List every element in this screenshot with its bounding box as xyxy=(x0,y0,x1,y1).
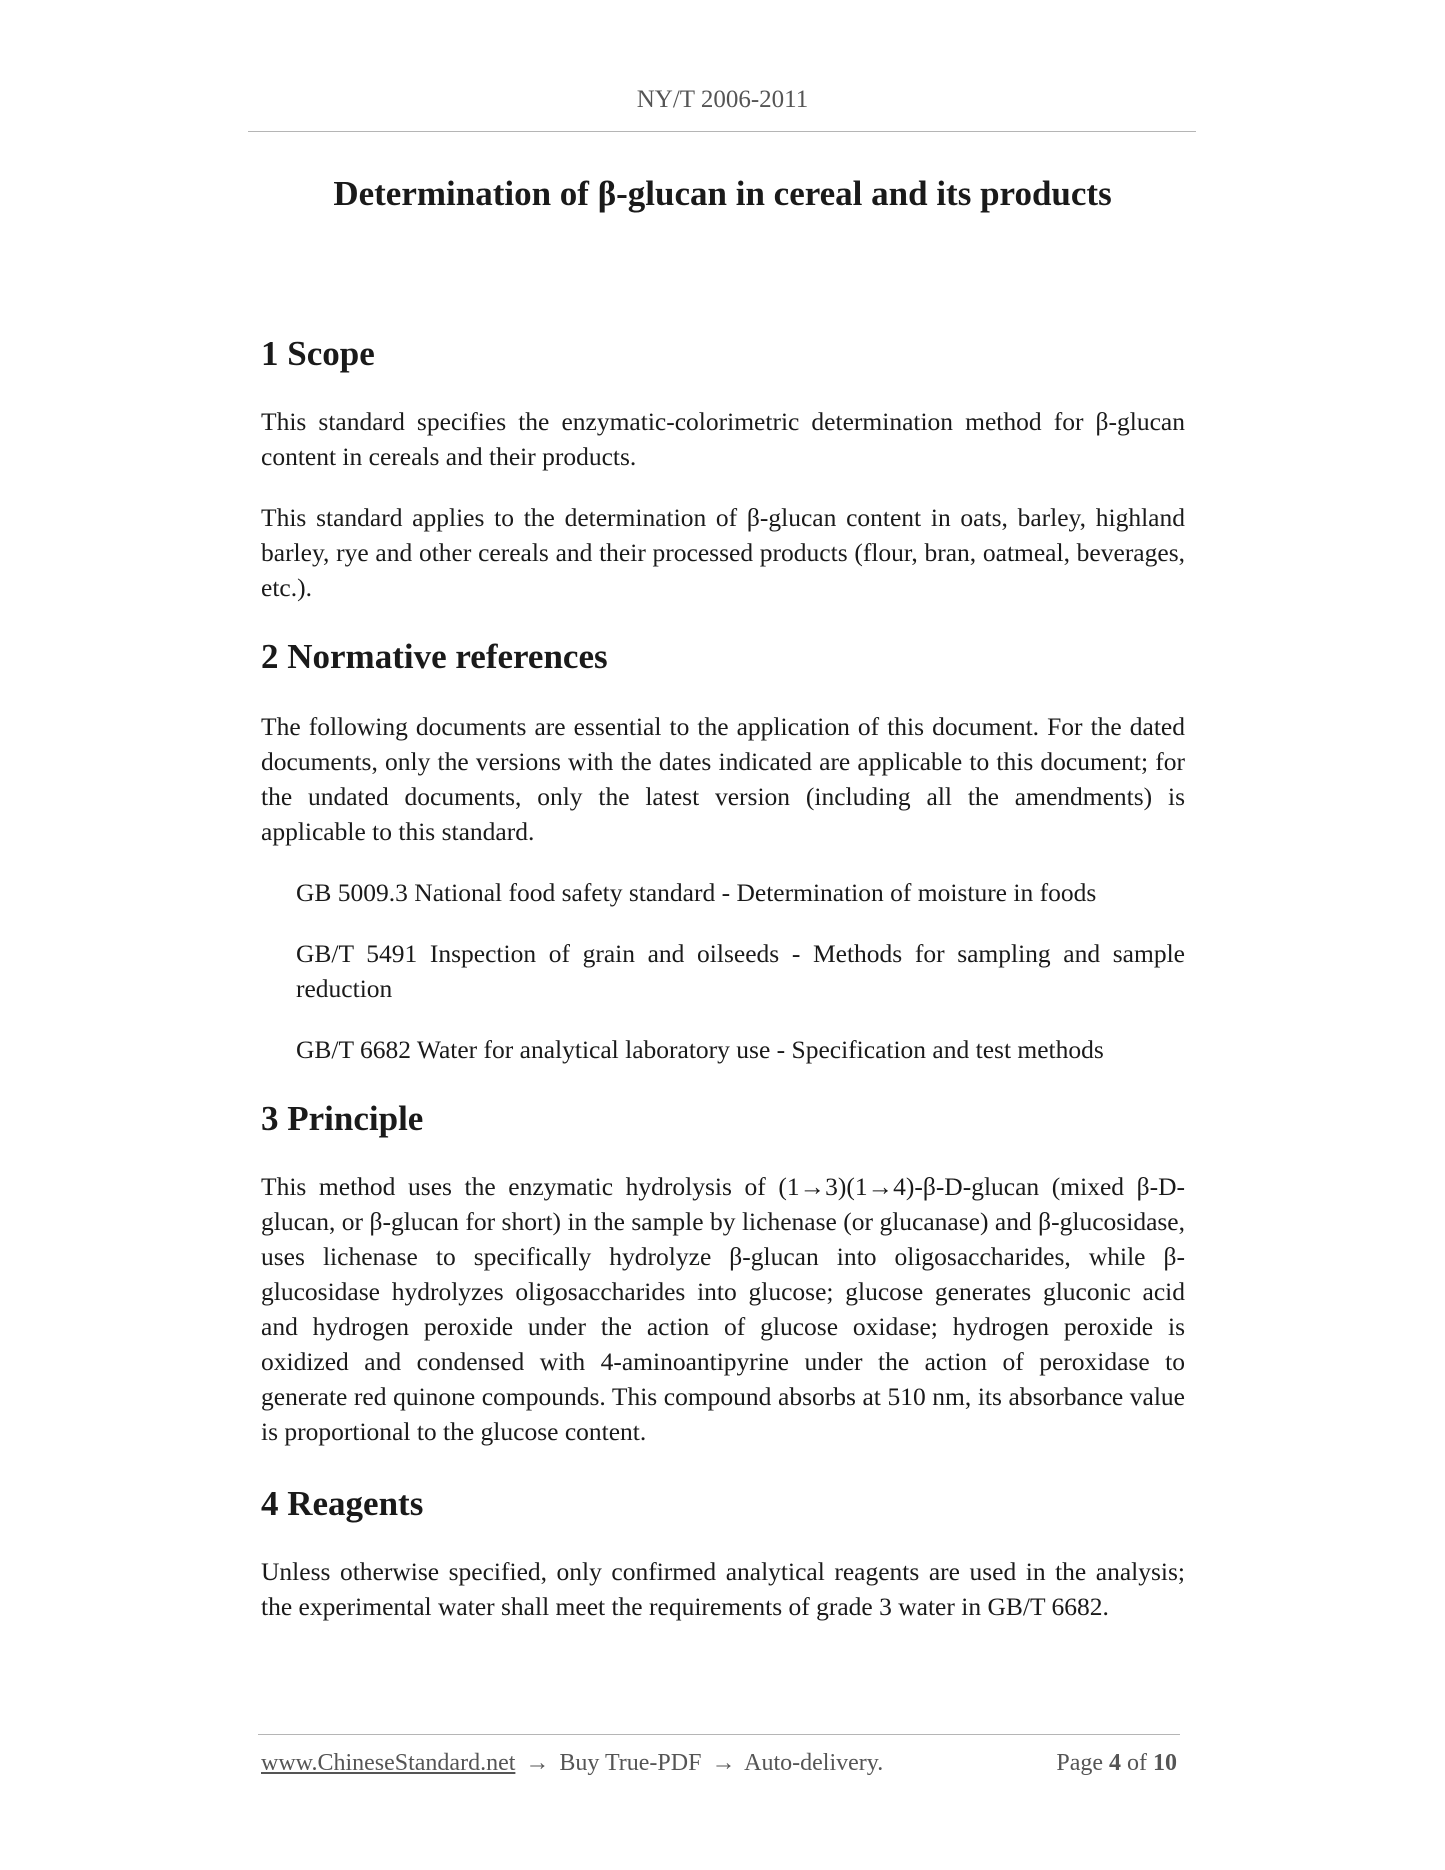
reagents-paragraph: Unless otherwise specified, only confirmed analytical reagents are used in the analysis; the experimental water shall meet the requirements of grade 3 water in GB/T 6682. xyxy=(261,1557,1185,1621)
total-pages: 10 xyxy=(1153,1750,1177,1776)
footer-rule xyxy=(258,1734,1180,1735)
buy-pdf-text: Buy True-PDF xyxy=(559,1750,702,1776)
auto-delivery-text: Auto-delivery. xyxy=(744,1750,884,1776)
section-heading-principle: 3 Principle xyxy=(261,1099,424,1138)
document-title: Determination of β-glucan in cereal and its products xyxy=(333,174,1112,213)
footer-links xyxy=(261,1750,883,1777)
running-header: NY/T 2006-2011 xyxy=(636,86,809,113)
reference-item: GB/T 6682 Water for analytical laboratory use - Specification and test methods xyxy=(296,1035,1104,1064)
section-heading-scope: 1 Scope xyxy=(261,334,375,373)
arrow-right-icon: → xyxy=(525,1750,550,1776)
arrow-right-icon: → xyxy=(711,1750,736,1776)
section-heading-reagents: 4 Reagents xyxy=(261,1484,424,1523)
header-rule xyxy=(248,131,1196,132)
of-label: of xyxy=(1127,1750,1147,1776)
page-label: Page xyxy=(1056,1750,1103,1776)
scope-paragraph-1: This standard specifies the enzymatic-colorimetric determination method for β-glucan content in cereals and their products. xyxy=(261,407,1185,471)
site-link[interactable]: www.ChineseStandard.net xyxy=(261,1750,516,1776)
document-body xyxy=(261,324,1185,1624)
current-page: 4 xyxy=(1109,1750,1121,1776)
principle-paragraph: This method uses the enzymatic hydrolysis of (1→3)(1→4)-β-D-glucan (mixed β-D-glucan, or β-glucan for short) in the sample by lichenase (or glucanase) and β-glucosidase, uses lichenase to specifically hydrolyze β-glucan into oligosaccharides, while β-glucosidase hydrolyzes oligosaccharides into glucose; glucose generates gluconic acid and hydrogen peroxide under the action of glucose oxidase; hydrogen peroxide is oxidized and condensed with 4-aminoantipyrine under the action of peroxidase to generate red quinone compounds. This compound absorbs at 510 nm, its absorbance value is proportional to the glucose content. xyxy=(261,1172,1185,1446)
scope-paragraph-2: This standard applies to the determination of β-glucan content in oats, barley, highland barley, rye and other cereals and their processed products (flour, bran, oatmeal, beverages, etc.). xyxy=(261,503,1185,602)
reference-item: GB 5009.3 National food safety standard - Determination of moisture in foods xyxy=(296,878,1097,907)
page-number xyxy=(1056,1750,1177,1777)
normative-paragraph: The following documents are essential to the application of this document. For the dated documents, only the versions with the dates indicated are applicable to this document; for the undated documents, only the latest version (including all the amendments) is applicable to this standard. xyxy=(261,712,1185,846)
section-heading-normative-references: 2 Normative references xyxy=(261,637,608,676)
reference-item: GB/T 5491 Inspection of grain and oilseeds - Methods for sampling and sample reduction xyxy=(296,939,1185,1003)
